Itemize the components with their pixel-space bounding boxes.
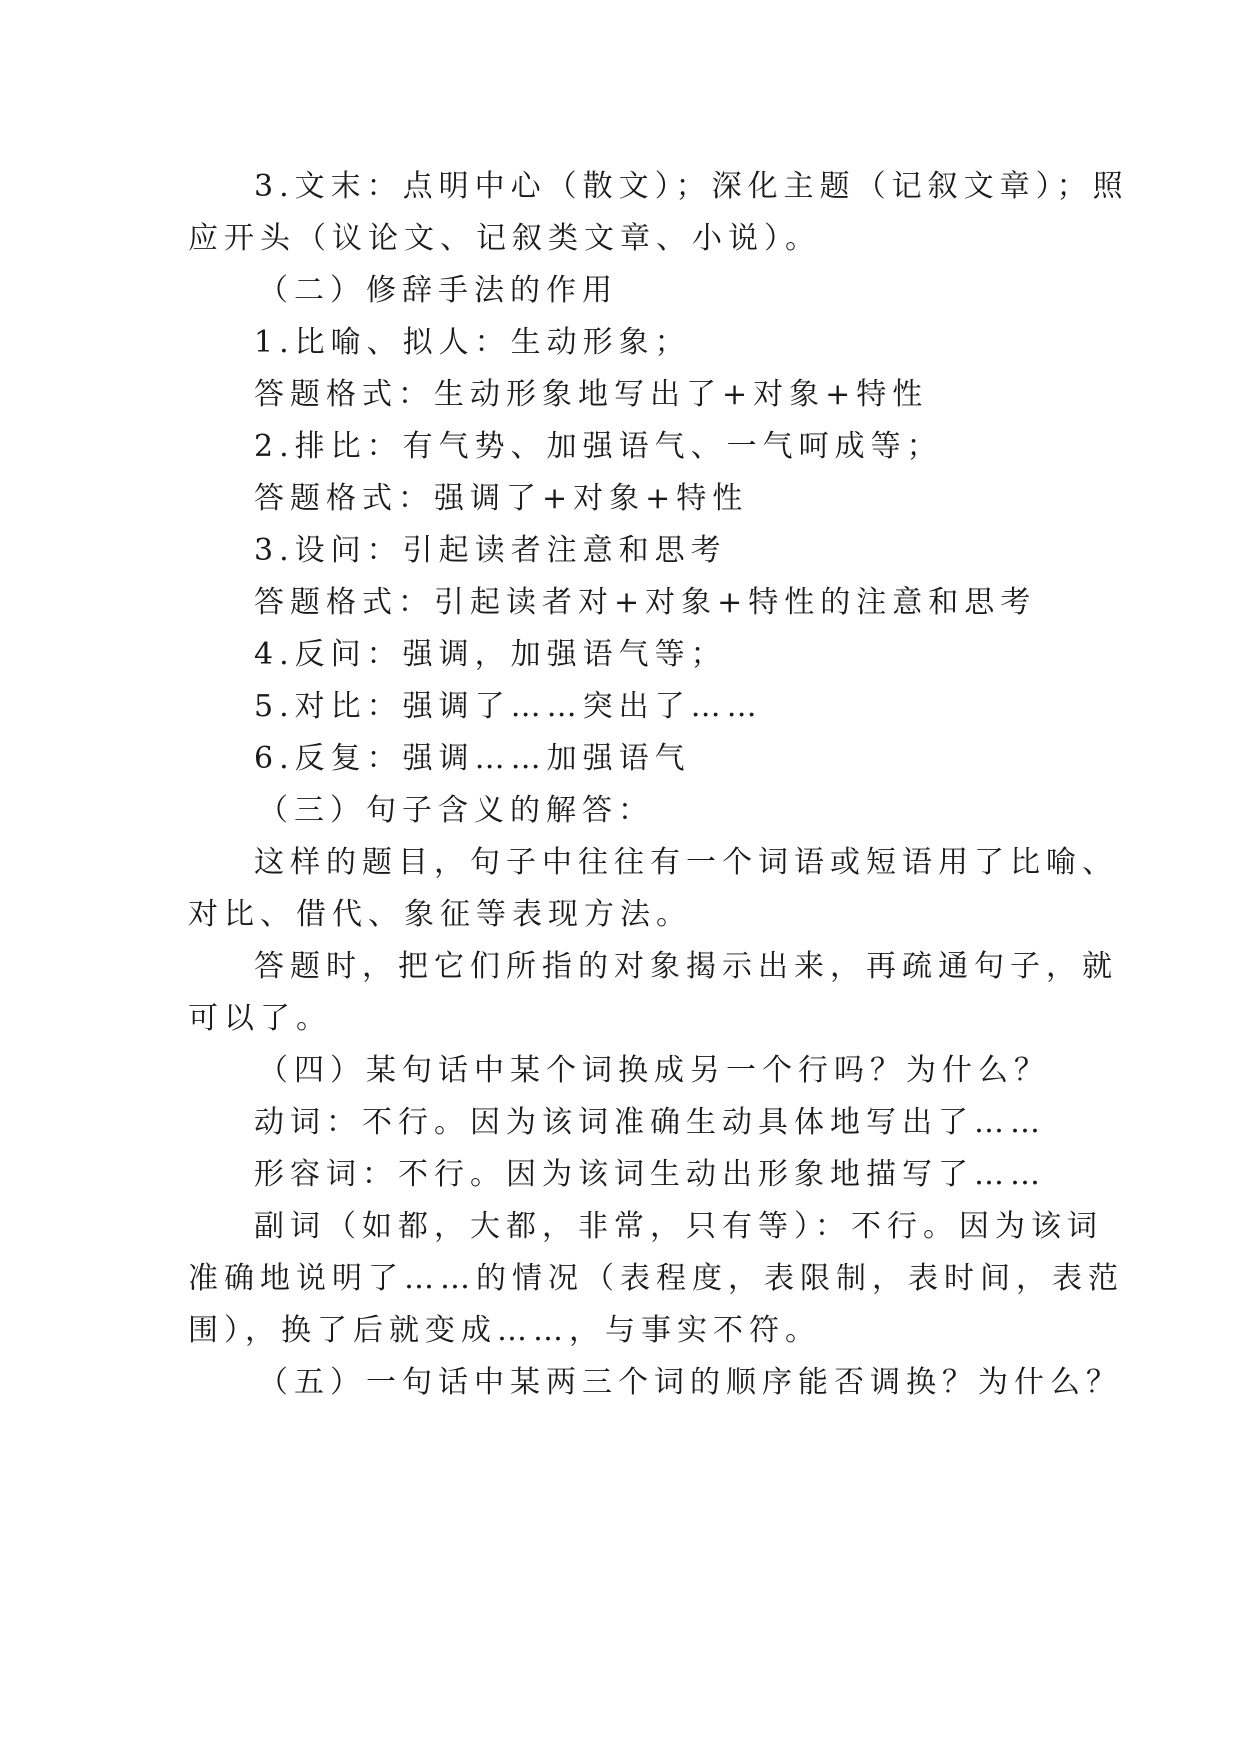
section-heading: （四）某句话中某个词换成另一个行吗？为什么？	[258, 1053, 1050, 1088]
text-line: 答题格式：引起读者对+对象+特性的注意和思考	[254, 585, 1037, 620]
text-line: 答题格式：强调了+对象+特性	[254, 481, 749, 516]
text-line: 3.文末：点明中心（散文）；深化主题（记叙文章）；照	[254, 169, 1129, 204]
text-line: 形容词：不行。因为该词生动出形象地描写了……	[254, 1157, 1046, 1192]
text-line: 副词（如都，大都，非常，只有等）：不行。因为该词	[254, 1209, 1103, 1244]
text-line: 动词：不行。因为该词准确生动具体地写出了……	[254, 1105, 1046, 1140]
text-line: 答题格式：生动形象地写出了+对象+特性	[254, 377, 929, 412]
section-heading: （三）句子含义的解答：	[258, 793, 654, 828]
section-heading: （二）修辞手法的作用	[258, 273, 618, 308]
text-line: 这样的题目，句子中往往有一个词语或短语用了比喻、	[254, 845, 1118, 880]
text-line: 准确地说明了……的情况（表程度，表限制，表时间，表范	[188, 1261, 1124, 1296]
text-line: 6.反复：强调……加强语气	[254, 741, 691, 776]
text-line: 4.反问：强调，加强语气等；	[254, 637, 727, 672]
text-line: 围），换了后就变成……，与事实不符。	[188, 1313, 821, 1348]
section-heading: （五）一句话中某两三个词的顺序能否调换？为什么？	[258, 1365, 1122, 1400]
text-line: 应开头（议论文、记叙类文章、小说）。	[188, 221, 821, 256]
text-line: 可以了。	[188, 1001, 332, 1036]
text-line: 答题时，把它们所指的对象揭示出来，再疏通句子，就	[254, 949, 1118, 984]
text-line: 1.比喻、拟人：生动形象；	[254, 325, 691, 360]
text-line: 3.设问：引起读者注意和思考	[254, 533, 727, 568]
text-line: 2.排比：有气势、加强语气、一气呵成等；	[254, 429, 943, 464]
text-line: 对比、借代、象征等表现方法。	[188, 897, 692, 932]
text-line: 5.对比：强调了……突出了……	[254, 689, 763, 724]
